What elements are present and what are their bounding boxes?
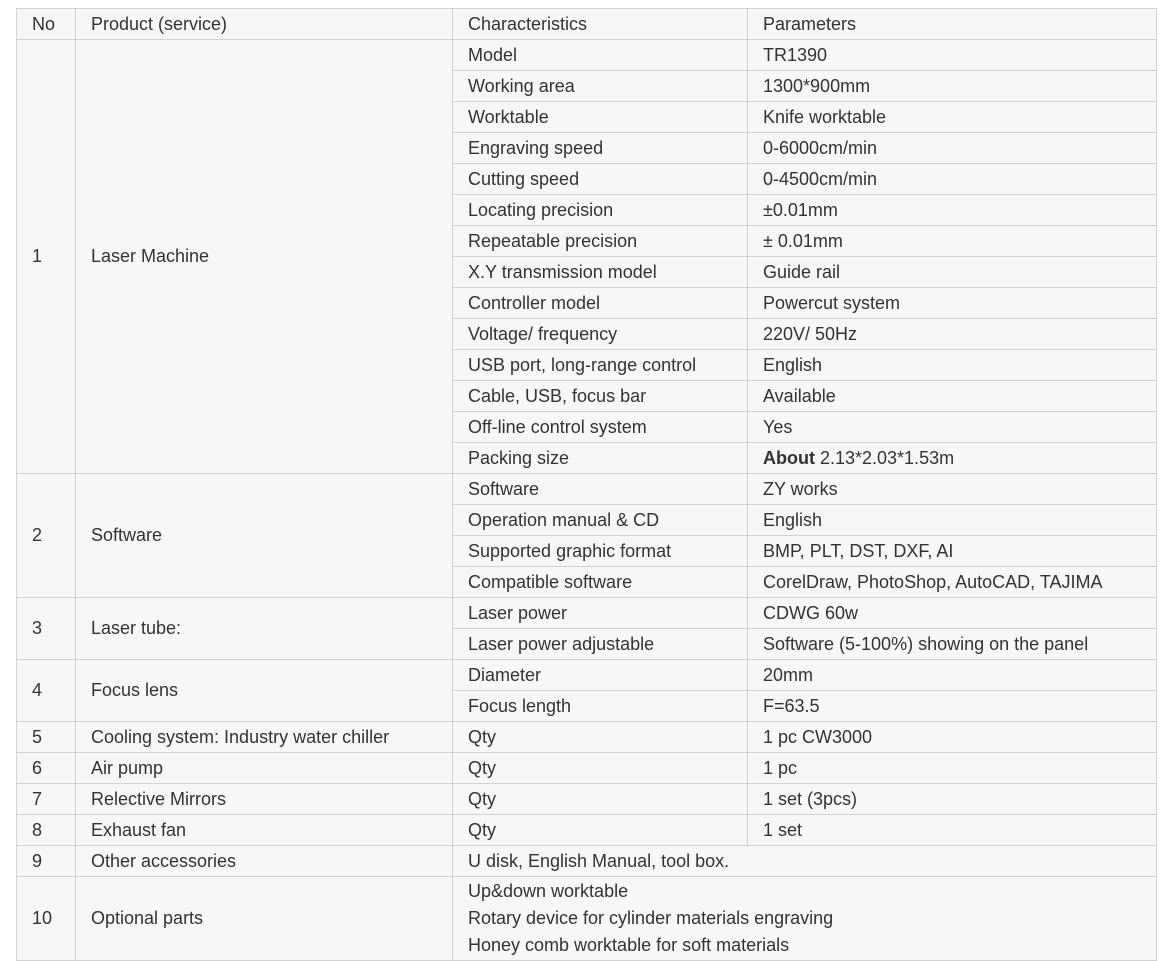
parameter-cell: 220V/ 50Hz: [748, 319, 1157, 350]
header-row: [17, 9, 1157, 40]
table-row: [17, 877, 1157, 961]
characteristic-cell: Repeatable precision: [453, 226, 748, 257]
optional-part-item: Honey comb worktable for soft materials: [468, 935, 790, 955]
item-number: 8: [17, 815, 76, 846]
item-number: 6: [17, 753, 76, 784]
parameter-cell: CDWG 60w: [748, 598, 1157, 629]
parameter-cell: English: [748, 505, 1157, 536]
characteristic-cell: Working area: [453, 71, 748, 102]
parameter-cell: CorelDraw, PhotoShop, AutoCAD, TAJIMA: [748, 567, 1157, 598]
item-number: 3: [17, 598, 76, 660]
characteristic-cell: Off-line control system: [453, 412, 748, 443]
table-row: [17, 474, 1157, 505]
optional-part-item: Up&down worktable: [468, 881, 629, 901]
parameter-cell: ZY works: [748, 474, 1157, 505]
characteristic-cell: Model: [453, 40, 748, 71]
table-row: [17, 753, 1157, 784]
product-name: Air pump: [76, 753, 453, 784]
header-parameters: Parameters: [748, 9, 1157, 40]
table-row: [17, 722, 1157, 753]
item-number: 1: [17, 40, 76, 474]
parameter-cell: ±0.01mm: [748, 195, 1157, 226]
characteristic-cell: X.Y transmission model: [453, 257, 748, 288]
table-row: [17, 598, 1157, 629]
product-name: Laser Machine: [76, 40, 453, 474]
characteristic-cell: Qty: [453, 815, 748, 846]
product-name: Software: [76, 474, 453, 598]
characteristic-cell: Voltage/ frequency: [453, 319, 748, 350]
item-number: 7: [17, 784, 76, 815]
parameter-cell: 20mm: [748, 660, 1157, 691]
item-number: 2: [17, 474, 76, 598]
characteristic-cell: Cable, USB, focus bar: [453, 381, 748, 412]
characteristic-cell: Software: [453, 474, 748, 505]
table-row: [17, 660, 1157, 691]
accessories-detail: U disk, English Manual, tool box.: [453, 846, 1157, 877]
parameter-cell: 1 pc CW3000: [748, 722, 1157, 753]
characteristic-cell: Laser power adjustable: [453, 629, 748, 660]
item-number: 9: [17, 846, 76, 877]
characteristic-cell: Qty: [453, 784, 748, 815]
table-row: [17, 40, 1157, 71]
characteristic-cell: Qty: [453, 722, 748, 753]
characteristic-cell: Laser power: [453, 598, 748, 629]
parameter-cell: 0-6000cm/min: [748, 133, 1157, 164]
optional-part-item: Rotary device for cylinder materials engraving: [468, 908, 834, 928]
parameter-cell: Guide rail: [748, 257, 1157, 288]
characteristic-cell: Locating precision: [453, 195, 748, 226]
characteristic-cell: Qty: [453, 753, 748, 784]
header-characteristics: Characteristics: [453, 9, 748, 40]
product-name: Focus lens: [76, 660, 453, 722]
characteristic-cell: Packing size: [453, 443, 748, 474]
parameter-cell: 1 set (3pcs): [748, 784, 1157, 815]
parameter-cell: 1300*900mm: [748, 71, 1157, 102]
parameter-cell: Software (5-100%) showing on the panel: [748, 629, 1157, 660]
parameter-bold-prefix: About: [763, 447, 815, 468]
parameter-cell: TR1390: [748, 40, 1157, 71]
characteristic-cell: Diameter: [453, 660, 748, 691]
header-product: Product (service): [76, 9, 453, 40]
parameter-cell: 1 pc: [748, 753, 1157, 784]
product-name: Other accessories: [76, 846, 453, 877]
specification-table: [16, 8, 1157, 961]
parameter-cell: Yes: [748, 412, 1157, 443]
characteristic-cell: Cutting speed: [453, 164, 748, 195]
item-number: 10: [17, 877, 76, 961]
parameter-cell: Knife worktable: [748, 102, 1157, 133]
product-name: Optional parts: [76, 877, 453, 961]
parameter-cell: Available: [748, 381, 1157, 412]
parameter-value: 2.13*2.03*1.53m: [814, 447, 955, 468]
item-number: 4: [17, 660, 76, 722]
characteristic-cell: Engraving speed: [453, 133, 748, 164]
parameter-cell: F=63.5: [748, 691, 1157, 722]
parameter-cell: BMP, PLT, DST, DXF, AI: [748, 536, 1157, 567]
characteristic-cell: Compatible software: [453, 567, 748, 598]
header-no: No: [17, 9, 76, 40]
parameter-cell: [748, 443, 1157, 474]
parameter-cell: ± 0.01mm: [748, 226, 1157, 257]
product-name: Exhaust fan: [76, 815, 453, 846]
product-name: Relective Mirrors: [76, 784, 453, 815]
parameter-cell: Powercut system: [748, 288, 1157, 319]
characteristic-cell: Focus length: [453, 691, 748, 722]
characteristic-cell: Worktable: [453, 102, 748, 133]
parameter-cell: 0-4500cm/min: [748, 164, 1157, 195]
product-name: Cooling system: Industry water chiller: [76, 722, 453, 753]
table-row: [17, 846, 1157, 877]
characteristic-cell: Controller model: [453, 288, 748, 319]
spec-table-container: [16, 8, 1157, 961]
characteristic-cell: Operation manual & CD: [453, 505, 748, 536]
parameter-cell: 1 set: [748, 815, 1157, 846]
table-row: [17, 784, 1157, 815]
characteristic-cell: Supported graphic format: [453, 536, 748, 567]
item-number: 5: [17, 722, 76, 753]
table-row: [17, 815, 1157, 846]
optional-parts-list: [453, 877, 1157, 961]
table-body: [17, 9, 1157, 961]
parameter-cell: English: [748, 350, 1157, 381]
characteristic-cell: USB port, long-range control: [453, 350, 748, 381]
product-name: Laser tube:: [76, 598, 453, 660]
